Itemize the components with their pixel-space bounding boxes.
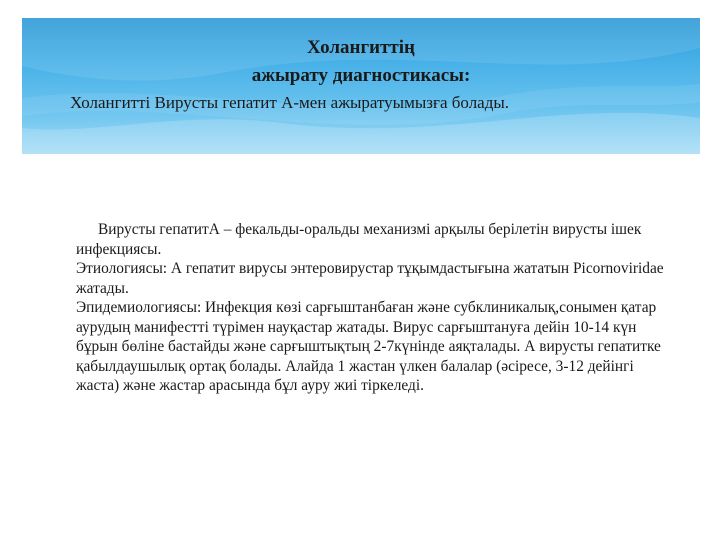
title-banner — [22, 18, 700, 154]
slide-subtitle: Холангитті Вирусты гепатит А-мен ажыратуымызға болады. — [70, 93, 510, 112]
slide-body — [76, 220, 676, 396]
paragraph-definition: Вирусты гепатитА – фекальды-оральды механизмі арқылы берілетін вирусты ішек инфекциясы. — [76, 221, 642, 258]
slide-title — [22, 34, 700, 90]
title-line-2: ажырату диагностикасы: — [251, 65, 471, 86]
paragraph-epidemiology: Эпидемиологиясы: Инфекция көзі сарғыштанбаған және субклиникалық,сонымен қатар аурудың манифестті түрімен науқастар жатады. Вирус сарғыштануға дейін 10-14 күн бұрын бөліне бастайды және сарғыштықтың 2-7күнінде аяқталады. А вирусты гепатитке қабылдаушылық ортақ болады. Алайда 1 жастан үлкен балалар (әсіресе, 3-12 дейінгі жаста) және жастар арасында бұл ауру жиі тіркеледі. — [76, 299, 661, 394]
title-line-1: Холангиттің — [307, 37, 415, 58]
paragraph-etiology: Этиологиясы: А гепатит вирусы энтеровирустар тұқымдастығына жататын Picornoviridae жатады. — [76, 260, 664, 297]
